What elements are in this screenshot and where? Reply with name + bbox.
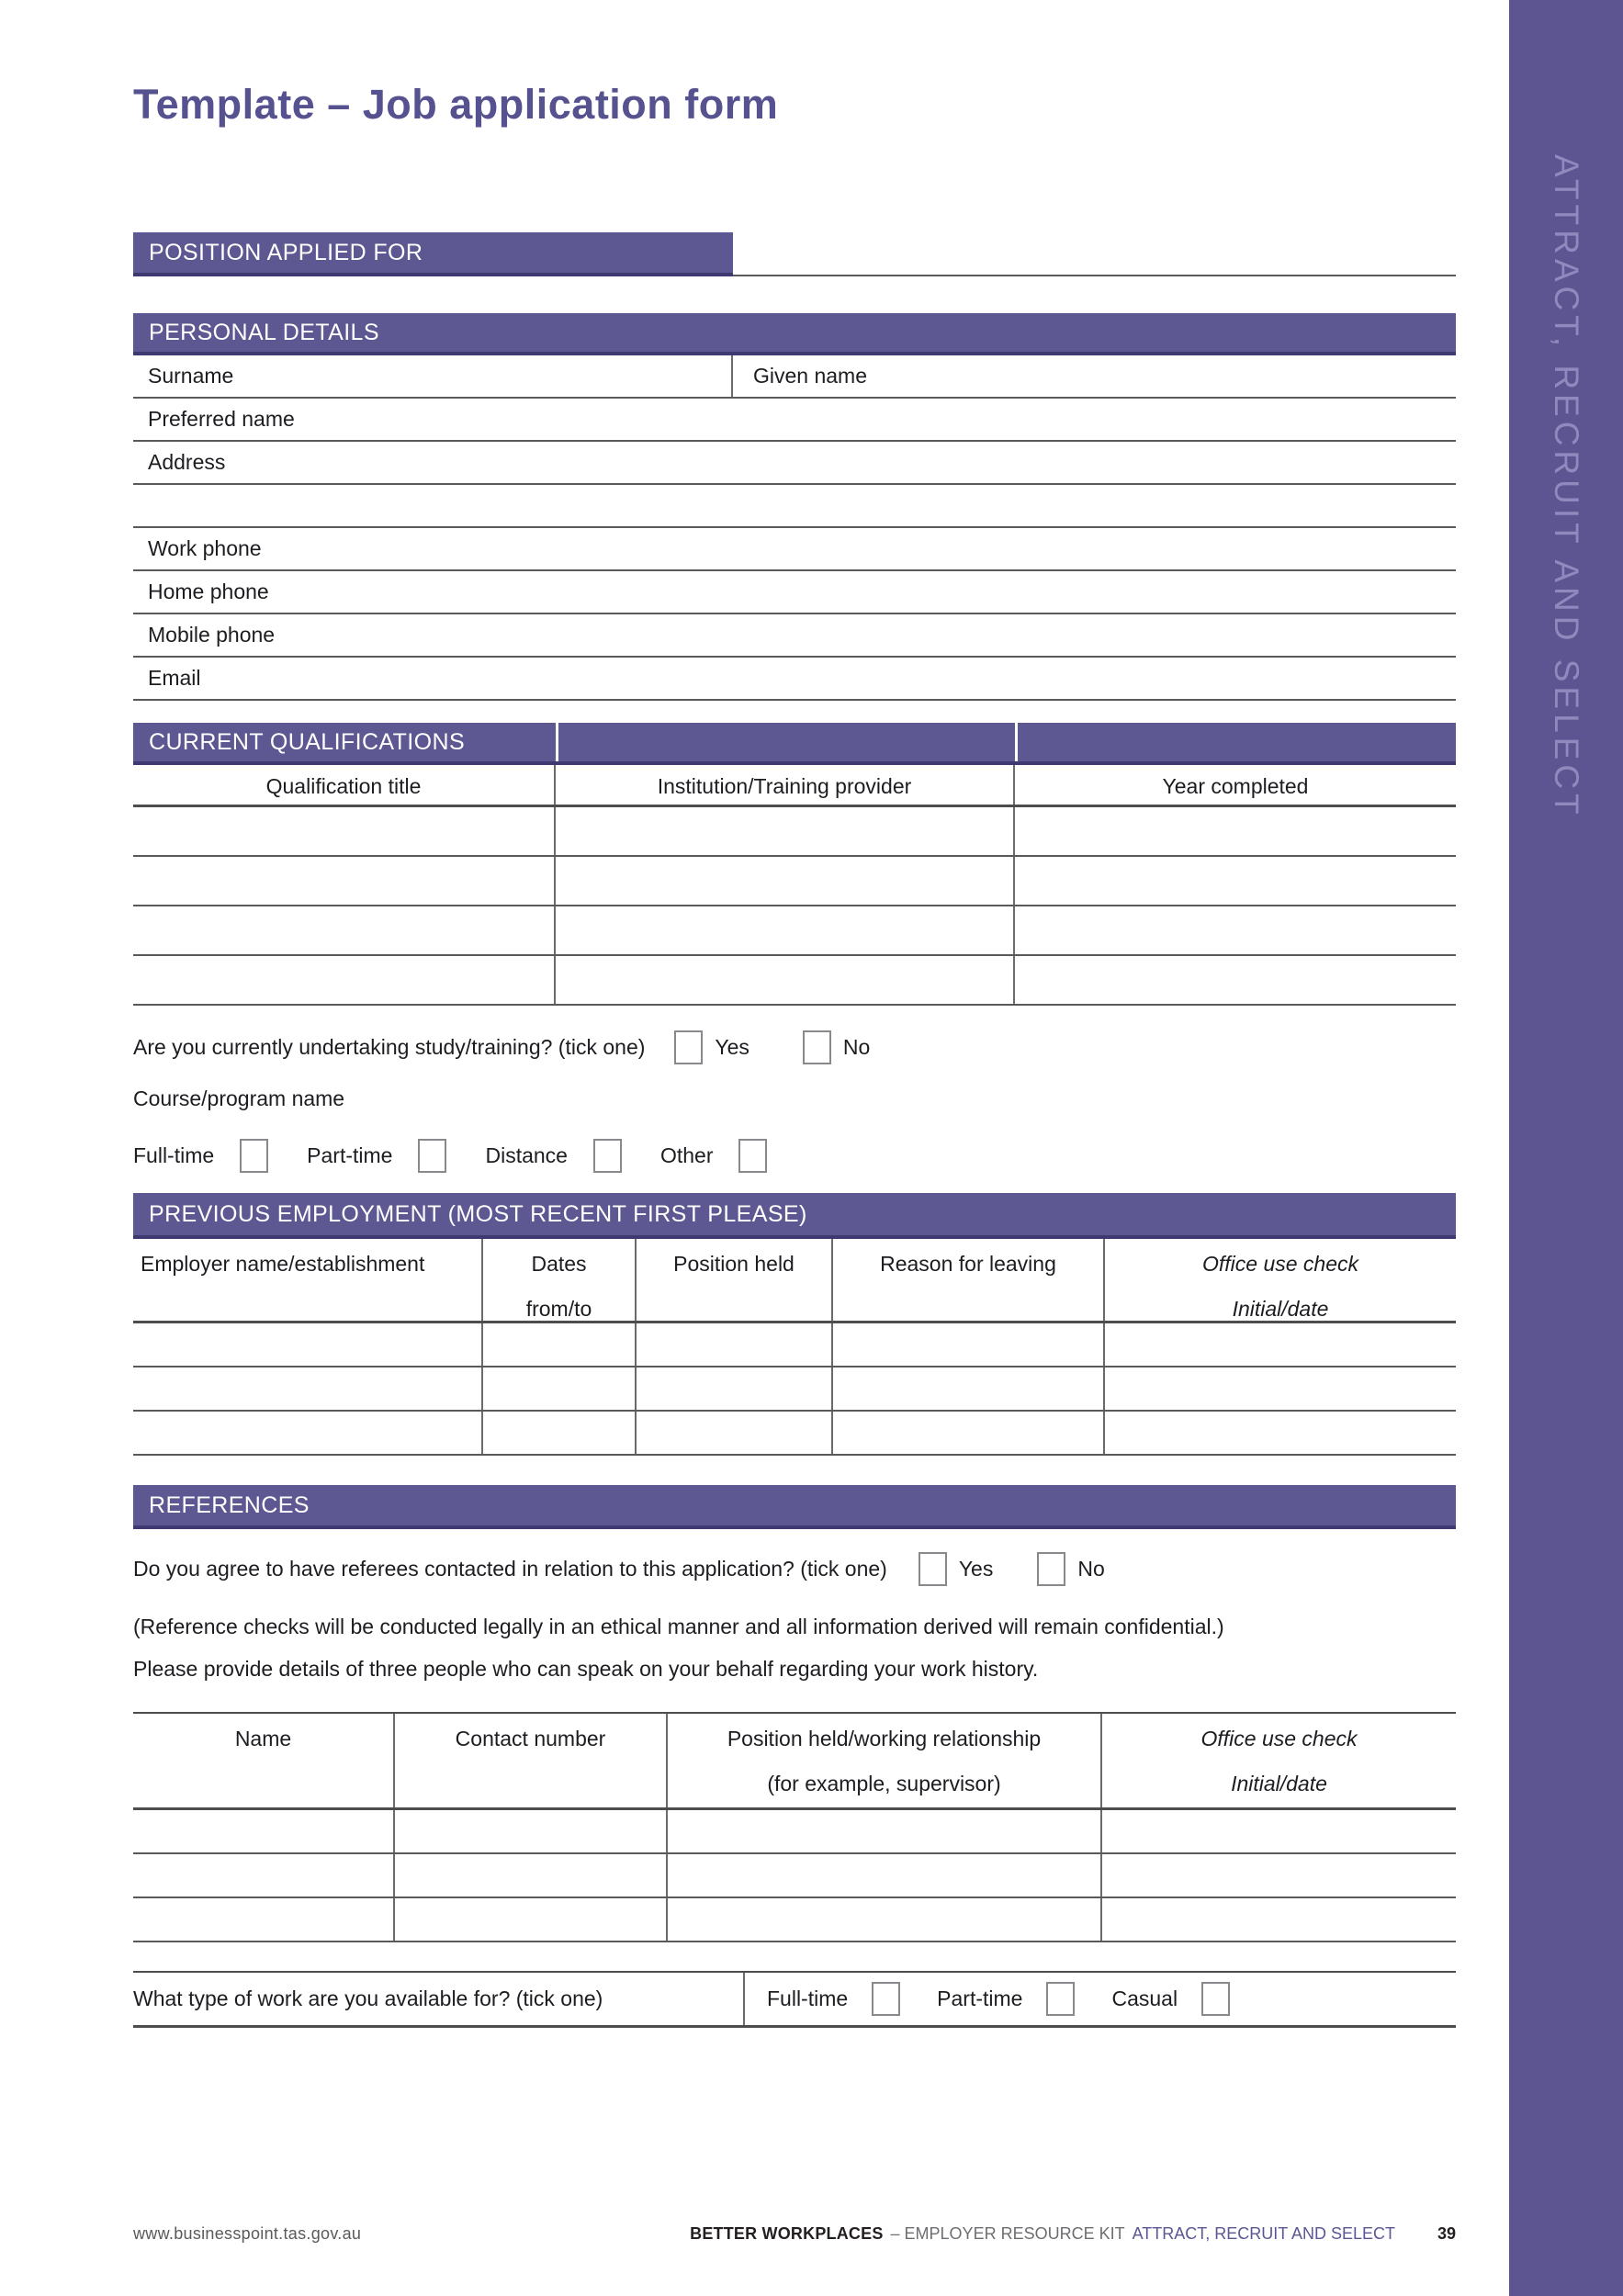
employer-name-cell[interactable]: [133, 1323, 483, 1366]
qualification-title-cell[interactable]: [133, 956, 556, 1004]
qualifications-table-header: [133, 765, 1456, 807]
availability-options-cell: [745, 1973, 1456, 2025]
references-table-row: [133, 1898, 1456, 1942]
study-mode-other-label: Other: [659, 1142, 714, 1167]
availability-casual-label: Casual: [1111, 1986, 1178, 2010]
position-held-column-label: Position held: [673, 1252, 795, 1276]
reason-for-leaving-cell[interactable]: [833, 1367, 1105, 1410]
field-row-address: [133, 442, 1456, 485]
surname-label: Surname: [148, 364, 234, 388]
footer-brand: BETTER WORKPLACES: [690, 2224, 884, 2243]
qualification-title-column-header: Qualification title: [133, 765, 556, 805]
references-note-2: Please provide details of three people who can speak on your behalf regarding your work history.: [133, 1657, 1039, 1681]
study-mode-distance-checkbox[interactable]: [593, 1139, 622, 1173]
year-completed-cell[interactable]: [1015, 807, 1456, 855]
employer-name-column-header: [133, 1239, 483, 1321]
personal-details-header-bar: [133, 313, 1456, 355]
sidebar-band: [1509, 0, 1623, 2296]
footer-kit-label: – EMPLOYER RESOURCE KIT: [890, 2224, 1125, 2243]
reason-for-leaving-column-header: [833, 1239, 1105, 1321]
study-mode-distance-label: Distance: [485, 1142, 568, 1167]
references-table-header: [133, 1712, 1456, 1810]
contact-number-cell[interactable]: [395, 1854, 668, 1896]
position-held-column-header: [637, 1239, 833, 1321]
contact-number-column-label: Contact number: [455, 1727, 606, 1750]
address-label: Address: [148, 450, 226, 474]
availability-casual-checkbox[interactable]: [1201, 1982, 1230, 2016]
surname-field[interactable]: [133, 355, 733, 397]
dates-column-label: Dates: [531, 1252, 587, 1276]
study-mode-full-time-label: Full-time: [133, 1142, 215, 1167]
availability-full-time-checkbox[interactable]: [872, 1982, 900, 2016]
references-yes-checkbox[interactable]: [919, 1552, 947, 1586]
previous-employment-label: PREVIOUS EMPLOYMENT (MOST RECENT FIRST PLEASE): [149, 1200, 807, 1227]
references-question-label: Do you agree to have referees contacted in relation to this application? (tick one): [133, 1556, 887, 1581]
position-relationship-column-label: Position held/working relationship: [727, 1727, 1042, 1750]
position-held-cell[interactable]: [637, 1323, 833, 1366]
employer-name-cell[interactable]: [133, 1412, 483, 1454]
references-yes-label: Yes: [958, 1556, 994, 1581]
study-no-checkbox[interactable]: [803, 1030, 831, 1064]
availability-row: [133, 1971, 1456, 2028]
course-program-label: Course/program name: [133, 1086, 345, 1110]
office-use-check-label: Office use check: [1201, 1252, 1359, 1276]
references-office-use-check-label: Office use check: [1200, 1727, 1358, 1750]
position-held-cell[interactable]: [637, 1412, 833, 1454]
sidebar-text-wrap: [1509, 154, 1623, 819]
address-input-line-2[interactable]: [133, 485, 1456, 526]
study-yes-label: Yes: [715, 1034, 750, 1059]
field-row-address-2: [133, 485, 1456, 528]
field-row-mobile-phone: [133, 614, 1456, 658]
bar-divider: [556, 723, 558, 761]
name-column-header: [133, 1714, 395, 1807]
initial-date-label: Initial/date: [1232, 1297, 1329, 1321]
current-qualifications-label: CURRENT QUALIFICATIONS: [149, 728, 466, 755]
availability-part-time-label: Part-time: [937, 1986, 1023, 2010]
reason-for-leaving-column-label: Reason for leaving: [880, 1252, 1056, 1276]
study-question-label: Are you currently undertaking study/training? (tick one): [133, 1034, 646, 1059]
email-input-line[interactable]: [201, 658, 1456, 699]
office-use-cell[interactable]: [1105, 1412, 1456, 1454]
position-applied-header-bar: [133, 232, 733, 276]
qualifications-table-row: [133, 807, 1456, 857]
references-question-row: [133, 1548, 1456, 1589]
study-mode-part-time-checkbox[interactable]: [418, 1139, 446, 1173]
qualifications-table-row: [133, 857, 1456, 906]
preferred-name-input-line[interactable]: [295, 399, 1456, 440]
position-relationship-cell[interactable]: [668, 1854, 1102, 1896]
field-row-name: [133, 355, 1456, 399]
institution-cell[interactable]: [556, 857, 1015, 905]
footer-section-label: ATTRACT, RECRUIT AND SELECT: [1132, 2224, 1395, 2243]
sidebar-section-label: ATTRACT, RECRUIT AND SELECT: [1548, 154, 1585, 819]
study-question-row: [133, 1027, 1456, 1067]
references-office-use-cell[interactable]: [1102, 1898, 1456, 1941]
position-held-cell[interactable]: [637, 1367, 833, 1410]
position-relationship-cell[interactable]: [668, 1810, 1102, 1852]
name-cell[interactable]: [133, 1810, 395, 1852]
year-completed-cell[interactable]: [1015, 906, 1456, 954]
personal-details-label: PERSONAL DETAILS: [149, 319, 379, 345]
qualification-title-cell[interactable]: [133, 857, 556, 905]
references-header-bar: [133, 1485, 1456, 1529]
home-phone-input-line[interactable]: [269, 571, 1456, 613]
position-relationship-example-label: (for example, supervisor): [767, 1772, 1001, 1795]
references-office-use-column-header: [1102, 1714, 1456, 1807]
qualification-title-cell[interactable]: [133, 906, 556, 954]
footer-page-number: 39: [1437, 2224, 1456, 2243]
reason-for-leaving-cell[interactable]: [833, 1323, 1105, 1366]
qualification-title-cell[interactable]: [133, 807, 556, 855]
references-table-row: [133, 1854, 1456, 1898]
study-mode-row: [133, 1135, 1456, 1176]
dates-column-header: [483, 1239, 637, 1321]
institution-cell[interactable]: [556, 956, 1015, 1004]
institution-cell[interactable]: [556, 807, 1015, 855]
availability-part-time-checkbox[interactable]: [1046, 1982, 1075, 2016]
qualifications-table-row: [133, 956, 1456, 1006]
availability-full-time-label: Full-time: [767, 1986, 849, 2010]
field-row-home-phone: [133, 571, 1456, 614]
mobile-phone-label: Mobile phone: [148, 623, 276, 647]
study-mode-part-time-label: Part-time: [307, 1142, 393, 1167]
home-phone-label: Home phone: [148, 580, 269, 603]
references-no-checkbox[interactable]: [1037, 1552, 1065, 1586]
office-use-cell[interactable]: [1105, 1323, 1456, 1366]
name-column-label: Name: [234, 1727, 292, 1750]
current-qualifications-header-bar: [133, 723, 1456, 765]
employment-table-row: [133, 1323, 1456, 1367]
references-office-use-cell[interactable]: [1102, 1810, 1456, 1852]
field-row-work-phone: [133, 528, 1456, 571]
institution-cell[interactable]: [556, 906, 1015, 954]
references-office-use-cell[interactable]: [1102, 1854, 1456, 1896]
name-cell[interactable]: [133, 1898, 395, 1941]
references-no-label: No: [1077, 1556, 1105, 1581]
dates-cell[interactable]: [483, 1367, 637, 1410]
contact-number-cell[interactable]: [395, 1898, 668, 1941]
field-row-email: [133, 658, 1456, 701]
employment-table-header: [133, 1239, 1456, 1323]
reason-for-leaving-cell[interactable]: [833, 1412, 1105, 1454]
given-name-field[interactable]: [733, 355, 1456, 397]
course-program-row: [133, 1080, 1456, 1117]
availability-question-label: What type of work are you available for? (tick one): [133, 1986, 603, 2010]
employer-name-column-label: Employer name/establishment: [141, 1252, 425, 1276]
employment-table-row: [133, 1367, 1456, 1412]
office-use-column-header: [1105, 1239, 1456, 1321]
institution-column-header: Institution/Training provider: [556, 765, 1015, 805]
contact-number-cell[interactable]: [395, 1810, 668, 1852]
email-label: Email: [148, 666, 201, 690]
references-note-1: (Reference checks will be conducted legally in an ethical manner and all information derived will remain confidential.): [133, 1615, 1224, 1638]
study-mode-full-time-checkbox[interactable]: [240, 1139, 268, 1173]
footer-kit-line: [133, 2224, 1456, 2244]
references-table-row: [133, 1810, 1456, 1854]
dates-cell[interactable]: [483, 1323, 637, 1366]
dates-from-to-label: from/to: [525, 1297, 592, 1321]
study-yes-checkbox[interactable]: [674, 1030, 703, 1064]
year-completed-cell[interactable]: [1015, 857, 1456, 905]
employer-name-cell[interactable]: [133, 1367, 483, 1410]
references-label: REFERENCES: [149, 1491, 310, 1518]
qualifications-table-row: [133, 906, 1456, 956]
year-completed-column-header: Year completed: [1162, 774, 1309, 798]
given-name-label: Given name: [753, 364, 868, 388]
dates-cell[interactable]: [483, 1412, 637, 1454]
availability-question-cell: [133, 1973, 745, 2025]
position-relationship-column-header: [668, 1714, 1102, 1807]
name-cell[interactable]: [133, 1854, 395, 1896]
mobile-phone-input-line[interactable]: [275, 614, 1456, 656]
contact-number-column-header: [395, 1714, 668, 1807]
preferred-name-label: Preferred name: [148, 407, 295, 431]
position-applied-label: POSITION APPLIED FOR: [149, 239, 423, 265]
address-input-line[interactable]: [225, 442, 1456, 483]
position-applied-row: [133, 232, 1456, 276]
work-phone-input-line[interactable]: [262, 528, 1456, 569]
references-initial-date-label: Initial/date: [1231, 1772, 1327, 1795]
field-row-preferred-name: [133, 399, 1456, 442]
page-title: Template – Job application form: [133, 81, 779, 128]
position-relationship-cell[interactable]: [668, 1898, 1102, 1941]
course-program-input-line[interactable]: [344, 1080, 1456, 1117]
employment-table-row: [133, 1412, 1456, 1456]
bar-divider: [1015, 723, 1018, 761]
year-completed-cell[interactable]: [1015, 956, 1456, 1004]
office-use-cell[interactable]: [1105, 1367, 1456, 1410]
footer-website-link[interactable]: www.businesspoint.tas.gov.au: [133, 2224, 362, 2243]
previous-employment-header-bar: [133, 1193, 1456, 1239]
work-phone-label: Work phone: [148, 536, 262, 560]
position-applied-input[interactable]: [733, 232, 1456, 276]
study-mode-other-checkbox[interactable]: [738, 1139, 767, 1173]
study-no-label: No: [842, 1034, 871, 1059]
